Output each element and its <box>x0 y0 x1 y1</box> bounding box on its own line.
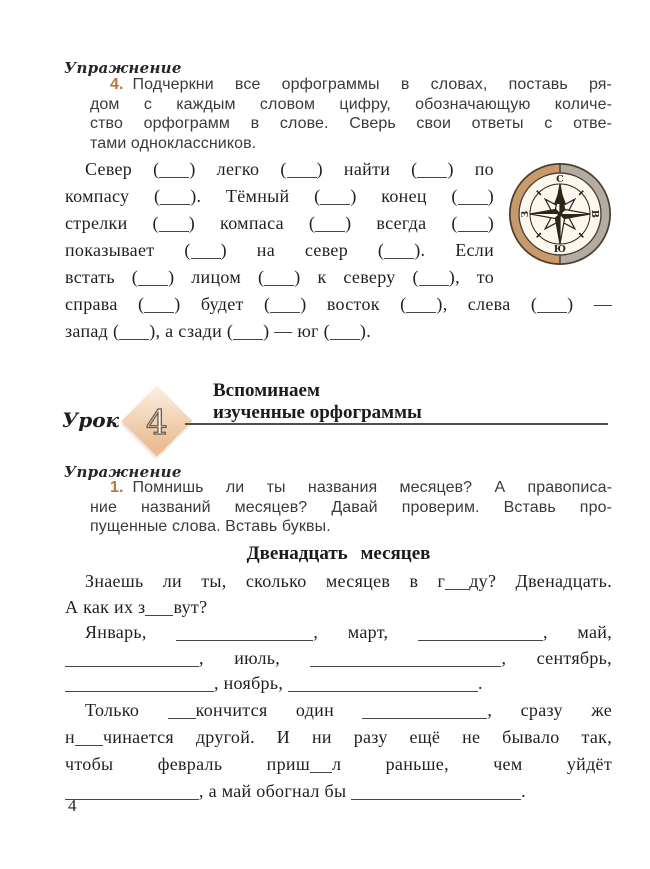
answer-blank[interactable] <box>419 283 449 286</box>
word-blank[interactable] <box>362 716 487 719</box>
answer-blank[interactable] <box>159 229 189 232</box>
answer-blank[interactable] <box>320 202 350 205</box>
answer-blank[interactable] <box>233 337 263 340</box>
text-line: , а май обогнал бы . <box>65 778 612 805</box>
text-line: запад ( ), а сзади ( ) — юг ( ). <box>65 321 372 341</box>
answer-blank[interactable] <box>458 229 488 232</box>
compass-illustration <box>508 162 612 266</box>
text-line: дом с каждым словом цифру, обозначающую количе- <box>90 95 612 113</box>
text-line: Только кончится один , сразу же <box>85 700 613 720</box>
answer-blank[interactable] <box>287 175 317 178</box>
answer-blank[interactable] <box>315 229 345 232</box>
exercise-1-label: Упражнение <box>64 463 182 481</box>
letter-blank[interactable] <box>75 743 103 746</box>
text-line: стрелки ( ) компаса ( ) всегда ( ) <box>65 213 494 233</box>
answer-blank[interactable] <box>270 310 300 313</box>
lesson-title-line2: изученные орфограммы <box>213 402 422 423</box>
story-intro-paragraph <box>65 568 612 620</box>
text-line: , ноябрь, . <box>65 671 612 697</box>
lesson-title <box>213 380 422 424</box>
compass-south-label: Ю <box>553 244 567 255</box>
lesson-title-line1: Вспоминаем <box>213 380 320 401</box>
answer-blank[interactable] <box>119 337 149 340</box>
text-line: пущенные слова. Вставь буквы. <box>90 518 331 535</box>
word-blank[interactable] <box>65 689 214 692</box>
exercise-4-instruction <box>90 75 612 153</box>
word-blank[interactable] <box>288 689 478 692</box>
text-line: ство орфограмм в слове. Сверь свои ответы с отве- <box>90 115 612 132</box>
compass-north-label: С <box>556 174 564 185</box>
page-number: 4 <box>68 796 77 815</box>
lesson-number: 4 <box>146 403 168 443</box>
text-line: компасу ( ). Тёмный ( ) конец ( ) <box>65 186 495 206</box>
exercise-4-label: Упражнение <box>64 59 182 77</box>
text-line: н чинается другой. И ни разу ещё не бывало так, <box>65 727 612 747</box>
months-fill-paragraph <box>65 620 612 697</box>
answer-blank[interactable] <box>264 283 294 286</box>
text-line: чтобы февраль приш л раньше, чем уйдёт <box>65 754 612 774</box>
word-blank[interactable] <box>65 797 199 800</box>
text-line: тами одноклассников. <box>90 134 257 152</box>
text-line: встать ( ) лицом ( ) к северу ( ), то <box>65 267 494 287</box>
answer-blank[interactable] <box>537 310 567 313</box>
compass-icon <box>508 162 612 266</box>
text-line: показывает ( ) на север ( ). Если <box>65 240 494 260</box>
word-blank[interactable] <box>65 664 199 667</box>
compass-east-label: В <box>589 209 600 219</box>
letter-blank[interactable] <box>310 770 332 773</box>
letter-blank[interactable] <box>445 587 469 590</box>
story-title: Двенадцать месяцев <box>246 543 431 564</box>
answer-blank[interactable] <box>191 256 221 259</box>
text-line: справа ( ) будет ( ) восток ( ), слева ( ) — <box>65 294 612 314</box>
text-line: 1. Помнишь ли ты названия месяцев? А правописа- <box>110 479 612 496</box>
text-line: ние названий месяцев? Давай проверим. Вставь про- <box>90 498 612 516</box>
word-blank[interactable] <box>418 638 543 641</box>
letter-blank[interactable] <box>145 613 173 616</box>
answer-blank[interactable] <box>458 202 488 205</box>
compass-west-label: З <box>520 210 531 218</box>
answer-blank[interactable] <box>160 202 190 205</box>
exercise-number: 4. <box>110 76 124 93</box>
answer-blank[interactable] <box>138 283 168 286</box>
answer-blank[interactable] <box>144 310 174 313</box>
text-line: Январь, , март, , май, <box>85 622 612 642</box>
letter-blank[interactable] <box>168 716 196 719</box>
answer-blank[interactable] <box>159 175 189 178</box>
compass-task-paragraph <box>65 156 612 345</box>
answer-blank[interactable] <box>330 337 360 340</box>
text-line: 4. Подчеркни все орфограммы в словах, поставь ря- <box>110 76 612 93</box>
text-line: Север ( ) легко ( ) найти ( ) по <box>85 159 494 179</box>
text-line: Знаешь ли ты, сколько месяцев в г ду? Двенадцать. <box>85 571 612 591</box>
exercise-1-instruction <box>90 478 612 537</box>
answer-blank[interactable] <box>384 256 414 259</box>
text-line: А как их з вут? <box>65 597 208 617</box>
exercise-number: 1. <box>110 479 124 496</box>
text-line: , июль, , сентябрь, <box>65 646 612 672</box>
word-blank[interactable] <box>351 797 521 800</box>
lesson-title-rule <box>185 423 608 425</box>
lesson-label: Урок <box>62 408 120 432</box>
answer-blank[interactable] <box>417 175 447 178</box>
word-blank[interactable] <box>310 664 501 667</box>
story-tale-paragraph <box>65 697 612 805</box>
word-blank[interactable] <box>176 638 313 641</box>
answer-blank[interactable] <box>406 310 436 313</box>
